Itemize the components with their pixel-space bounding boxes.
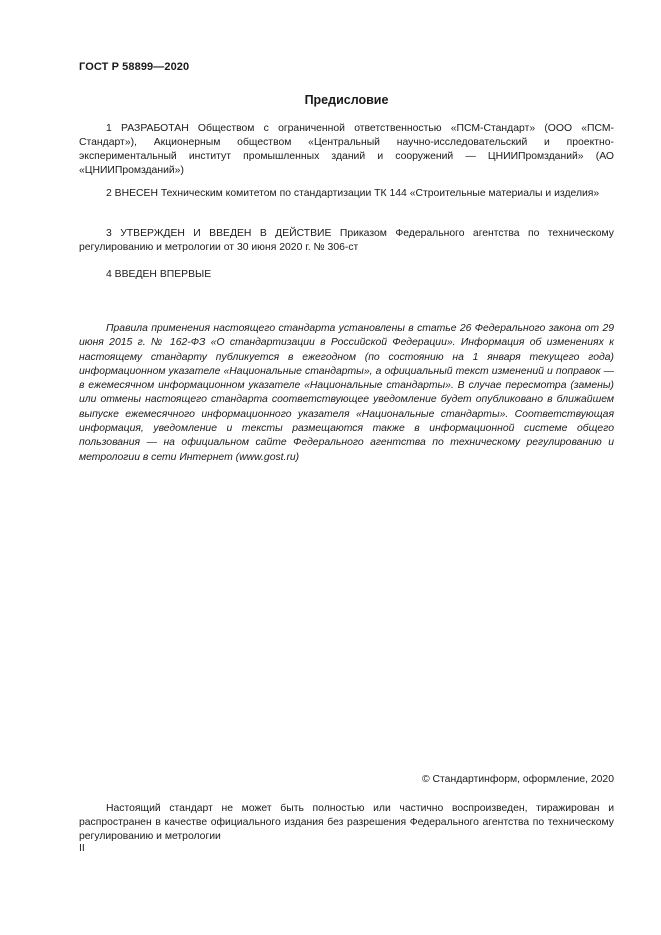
preface-item-3: 3 УТВЕРЖДЕН И ВВЕДЕН В ДЕЙСТВИЕ Приказом Федерального агентства по техническому регулированию и метрологии от 30 июня 2020 г. № 306-ст (79, 228, 614, 253)
page-title: Предисловие (304, 93, 389, 107)
legal-notice: Настоящий стандарт не может быть полностью или частично воспроизведен, тиражирован и распространен в качестве официального издания без разрешения Федерального агентства по техническому регулированию и метрологии (79, 803, 614, 842)
preface-item-2: 2 ВНЕСЕН Техническим комитетом по стандартизации ТК 144 «Строительные материалы и изделия» (106, 188, 600, 199)
preface-item-1: 1 РАЗРАБОТАН Обществом с ограниченной ответственностью «ПСМ-Стандарт» (ООО «ПСМ-Стандарт»), Акционерным обществом «Центральный научно-исследовательский и проектно-экспериментальный институт промышленных зданий и сооружений — ЦНИИПромзданий» (АО «ЦНИИПромзданий») (79, 123, 614, 176)
copyright-notice: © Стандартинформ, оформление, 2020 (421, 774, 614, 785)
document-id: ГОСТ Р 58899—2020 (79, 61, 190, 73)
rules-note: Правила применения настоящего стандарта установлены в статье 26 Федерального закона от 29 июня 2015 г. № 162-ФЗ «О стандартизации в Российской Федерации». Информация об изменениях к настоящему стандарту публикуется в ежегодном (по состоянию на 1 января текущего года) информационном указателе «Национальные стандарты», а официальный текст изменений и поправок — в ежемесячном информационном указателе «Национальные стандарты». В случае пересмотра (замены) или отмены настоящего стандарта соответствующее уведомление будет опубликовано в ближайшем выпуске ежемесячного информационного указателя «Национальные стандарты». Соответствующая информация, уведомление и тексты размещаются также в информационной системе общего пользования — на официальном сайте Федерального агентства по техническому регулированию и метрологии в сети Интернет (www.gost.ru) (79, 323, 614, 463)
preface-item-4: 4 ВВЕДЕН ВПЕРВЫЕ (106, 269, 212, 280)
page-number: II (79, 843, 85, 854)
